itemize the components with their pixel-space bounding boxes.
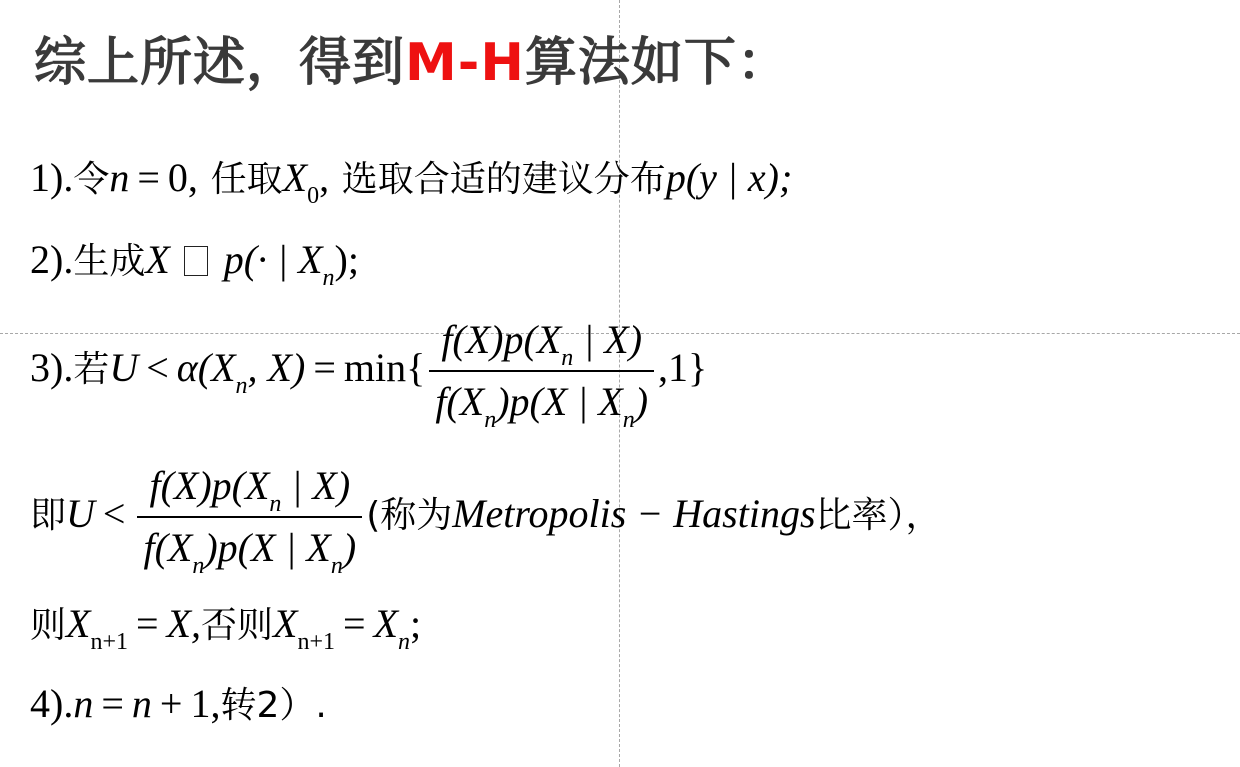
numerator-a: f(X)p(X bbox=[149, 463, 270, 508]
var-n: n bbox=[131, 681, 152, 726]
denominator-c: ) bbox=[634, 379, 649, 424]
step-2 bbox=[30, 237, 359, 291]
plus-sign: + bbox=[159, 681, 183, 726]
step-1-label: 1). bbox=[30, 155, 74, 200]
step-3b-text-ie: 即 bbox=[30, 495, 67, 536]
subscript-n: n bbox=[398, 629, 410, 655]
var-n: n bbox=[109, 155, 130, 200]
title-suffix: 算法如下： bbox=[524, 33, 790, 93]
title-prefix: 综上所述，得到 bbox=[34, 33, 406, 93]
equals-sign: = bbox=[136, 601, 159, 646]
missing-glyph-box bbox=[184, 246, 208, 276]
numerator-b: | X) bbox=[281, 463, 351, 508]
equals-sign: = bbox=[343, 601, 366, 646]
step-4 bbox=[30, 681, 327, 726]
equals-sign: = bbox=[101, 681, 124, 726]
proposal-sample: p(· | X bbox=[223, 237, 323, 282]
ratio-label: 比率）， bbox=[815, 495, 942, 536]
ratio-fraction bbox=[429, 316, 654, 433]
less-than: < bbox=[102, 491, 126, 536]
var-x: X bbox=[145, 237, 170, 282]
numerator-a: f(X)p(X bbox=[441, 317, 562, 362]
var-x: X bbox=[273, 601, 298, 646]
reject-value: X bbox=[373, 601, 398, 646]
step-2-label: 2). bbox=[30, 237, 74, 282]
step-3c-text-then: 则 bbox=[30, 605, 67, 646]
ratio-fraction bbox=[137, 462, 362, 579]
title-accent: M-H bbox=[405, 33, 525, 93]
equals-sign: = bbox=[313, 345, 336, 390]
subscript-n: n bbox=[330, 553, 343, 579]
step-3-label: 3). bbox=[30, 345, 74, 390]
var-x: X bbox=[66, 601, 91, 646]
value-one: 1, bbox=[190, 681, 221, 726]
acceptance-alpha: α(X bbox=[176, 345, 236, 390]
step-3-update bbox=[30, 601, 422, 655]
step-1-text-pick: 任取 bbox=[210, 159, 283, 200]
semicolon: ; bbox=[410, 601, 422, 646]
subscript-n: n bbox=[192, 553, 205, 579]
comma: , bbox=[319, 155, 330, 200]
fraction-numerator bbox=[429, 316, 654, 372]
var-u: U bbox=[109, 345, 139, 390]
step-4-label: 4). bbox=[30, 681, 74, 726]
step-3 bbox=[30, 316, 708, 433]
denominator-b: )p(X | X bbox=[496, 379, 623, 424]
step-4-text-goto: 转2）. bbox=[220, 685, 327, 726]
value-zero: 0, bbox=[167, 155, 198, 200]
var-x: X bbox=[282, 155, 308, 200]
step-1-text-let: 令 bbox=[73, 159, 110, 200]
step-2-text-generate: 生成 bbox=[73, 241, 146, 282]
var-n: n bbox=[73, 681, 94, 726]
step-3-text-if: 若 bbox=[73, 349, 110, 390]
subscript-n: n bbox=[622, 407, 635, 433]
fraction-denominator bbox=[429, 372, 654, 433]
close-paren: ); bbox=[334, 237, 359, 282]
less-than: < bbox=[146, 345, 169, 390]
step-1 bbox=[30, 155, 793, 209]
subscript-n: n bbox=[235, 373, 248, 399]
var-u: U bbox=[66, 491, 95, 536]
equals-sign: = bbox=[137, 155, 160, 200]
subscript-n: n bbox=[561, 345, 574, 371]
metropolis-hastings-name: Metropolis − Hastings bbox=[452, 491, 816, 536]
slide-title bbox=[34, 20, 790, 95]
fraction-numerator bbox=[137, 462, 362, 518]
denominator-a: f(X bbox=[435, 379, 485, 424]
subscript-n: n bbox=[269, 491, 282, 517]
step-1-text-proposal: 选取合适的建议分布 bbox=[341, 159, 666, 200]
proposal-distribution: p(y | x); bbox=[665, 155, 793, 200]
subscript-n: n bbox=[322, 265, 335, 291]
min-tail: ,1} bbox=[658, 345, 708, 390]
fraction-denominator bbox=[137, 518, 362, 579]
denominator-a: f(X bbox=[143, 525, 193, 570]
called-label: (称为 bbox=[366, 495, 453, 536]
denominator-b: )p(X | X bbox=[204, 525, 331, 570]
subscript-n-plus-1: n+1 bbox=[297, 629, 335, 655]
step-3c-text-else: 否则 bbox=[201, 605, 274, 646]
step-3-ratio bbox=[30, 462, 942, 579]
alpha-args-end: , X) bbox=[247, 345, 306, 390]
denominator-c: ) bbox=[342, 525, 357, 570]
numerator-b: | X) bbox=[573, 317, 643, 362]
accept-value: X, bbox=[166, 601, 201, 646]
subscript-n: n bbox=[484, 407, 497, 433]
subscript-zero: 0 bbox=[307, 183, 320, 209]
min-function: min{ bbox=[343, 345, 426, 390]
subscript-n-plus-1: n+1 bbox=[90, 629, 128, 655]
